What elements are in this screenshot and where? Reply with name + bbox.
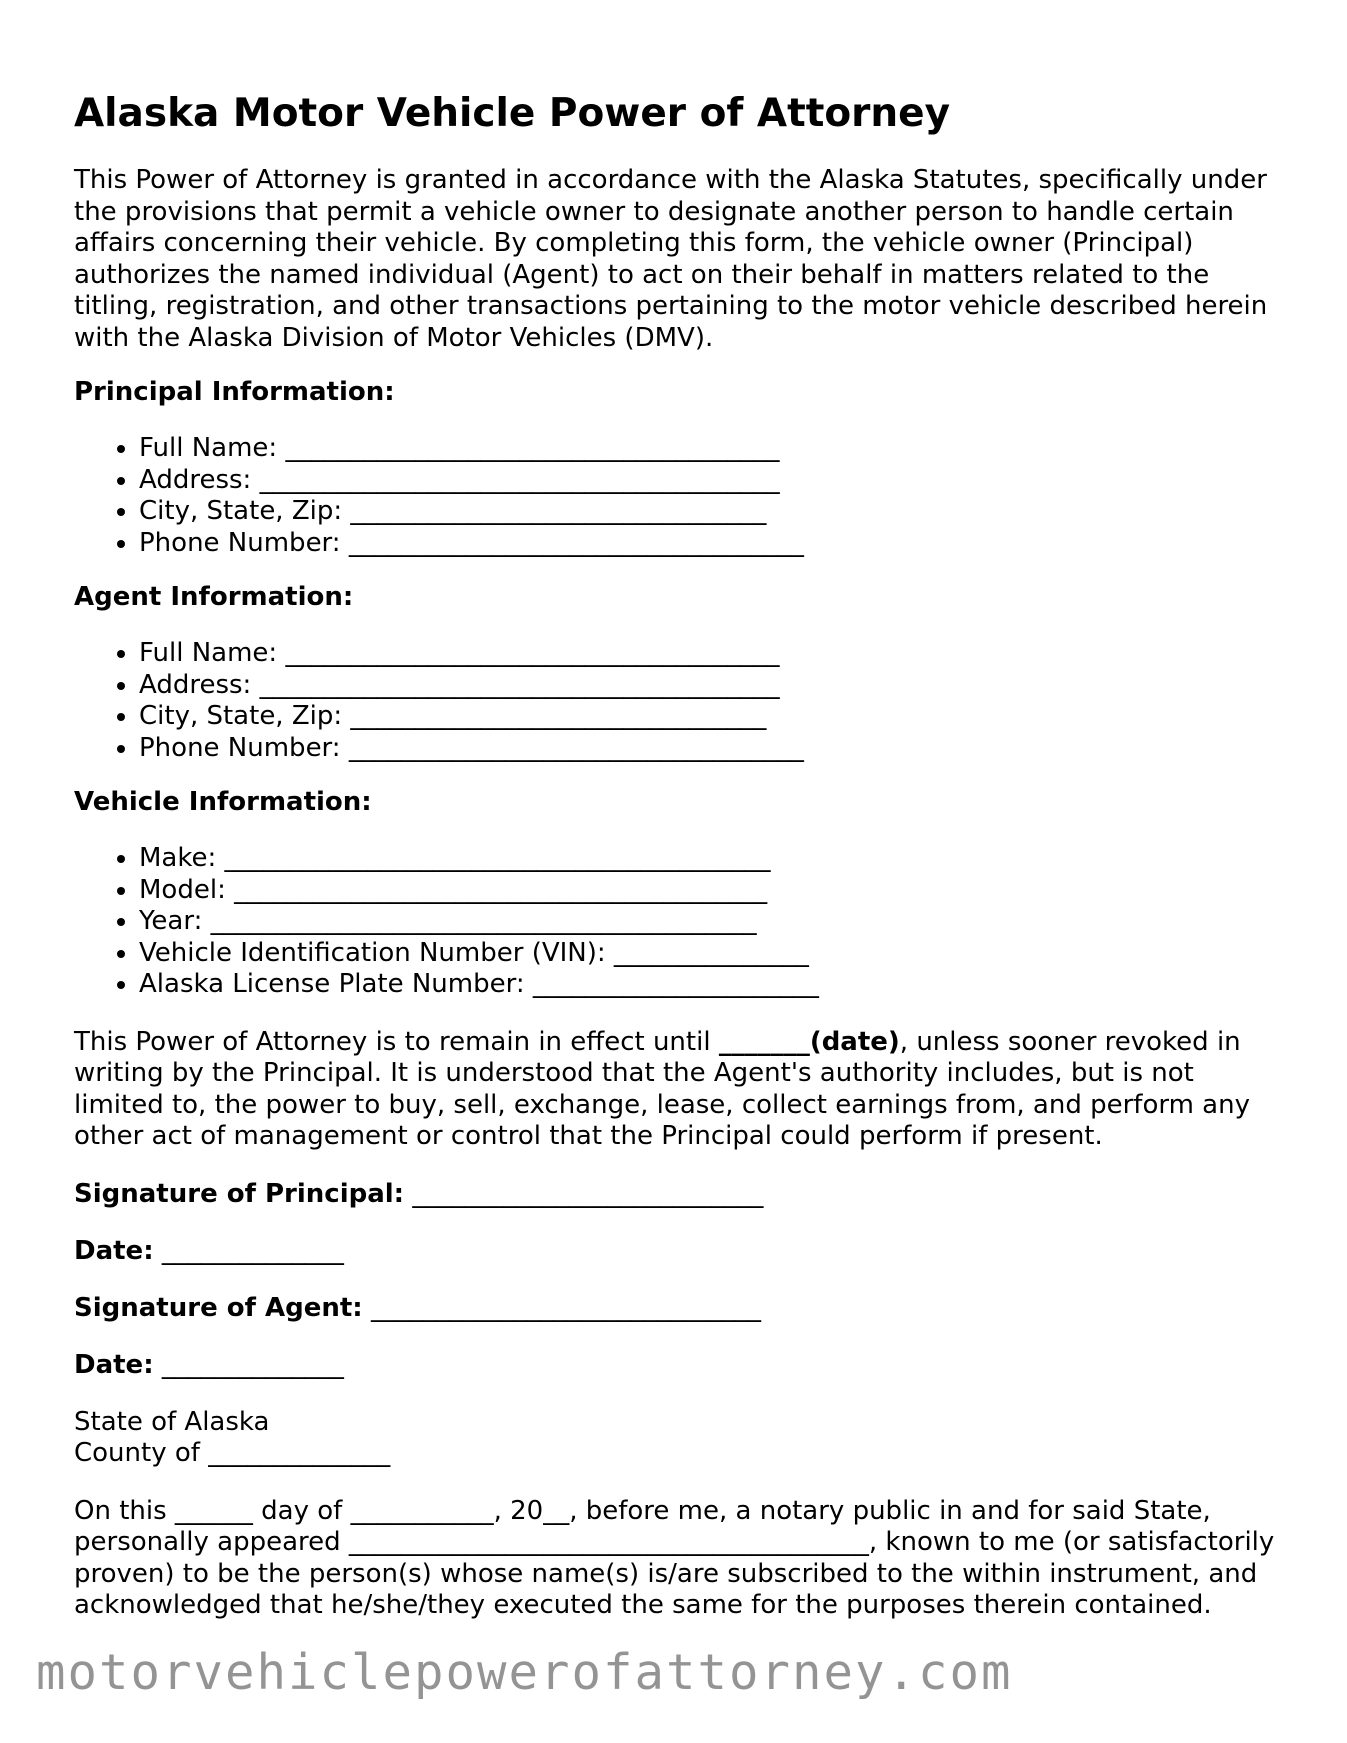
agent-full-name: • Full Name: ______________________________________ [139, 638, 1284, 670]
agent-heading: Agent Information: [74, 582, 354, 612]
vehicle-year: • Year: __________________________________________ [139, 906, 1284, 938]
principal-phone: • Phone Number: ___________________________________ [139, 528, 1284, 560]
principal-address: • Address: ________________________________________ [139, 465, 1284, 497]
intro-paragraph: This Power of Attorney is granted in accordance with the Alaska Statutes, specifically under the provisions that permit a vehicle owner to designate another person to handle certain affairs concerning their vehicle. By completing this form, the vehicle owner (Principal) authorizes the named individual (Agent) to act on their behalf in matters related to the titling, registration, and other transactions pertaining to the motor vehicle described herein with the Alaska Division of Motor Vehicles (DMV). [74, 165, 1268, 353]
principal-full-name: • Full Name: ______________________________________ [139, 433, 1284, 465]
principal-heading: Principal Information: [74, 377, 395, 407]
effect-paragraph [74, 1027, 1284, 1153]
effect-before: This Power of Attorney is to remain in effect until [74, 1026, 719, 1057]
vehicle-vin: • Vehicle Identification Number (VIN): _______________ [139, 938, 1284, 970]
state-line: State of Alaska [74, 1406, 270, 1437]
agent-phone: • Phone Number: ___________________________________ [139, 733, 1284, 765]
vehicle-make: • Make: __________________________________________ [139, 843, 1284, 875]
effect-date-blank: _______(date) [718, 1026, 900, 1057]
principal-city-state-zip: • City, State, Zip: ________________________________ [139, 496, 1284, 528]
agent-date-label: Date: [74, 1349, 154, 1380]
agent-signature-blank: ______________________________ [362, 1292, 761, 1323]
watermark: motorvehiclepowerofattorney.com [36, 1644, 1013, 1701]
principal-signature-label: Signature of Principal: [74, 1178, 405, 1209]
agent-signature-line [74, 1293, 1284, 1324]
principal-signature-line [74, 1179, 1284, 1210]
agent-date-line [74, 1350, 1284, 1381]
agent-date-blank: ______________ [153, 1349, 344, 1380]
agent-address: • Address: ________________________________________ [139, 670, 1284, 702]
state-county-block [74, 1407, 1284, 1470]
document-page [74, 88, 1284, 1622]
agent-list [74, 638, 1284, 764]
vehicle-heading: Vehicle Information: [74, 787, 372, 817]
principal-date-line [74, 1236, 1284, 1267]
agent-signature-label: Signature of Agent: [74, 1292, 363, 1323]
principal-date-label: Date: [74, 1235, 154, 1266]
document-title: Alaska Motor Vehicle Power of Attorney [74, 91, 951, 136]
agent-city-state-zip: • City, State, Zip: ________________________________ [139, 701, 1284, 733]
effect-after: , unless sooner revoked in writing by the Principal. It is understood that the Agent's authority includes, but is not limited to, the power to buy, sell, exchange, lease, collect earnings from, and perform any other act of management or control that the Principal could perform if present. [74, 1026, 1250, 1151]
vehicle-list [74, 843, 1284, 1001]
notary-paragraph: On this ______ day of ___________, 20__, before me, a notary public in and for said State, personally appeared ________________________________________, known to me (or satisfactorily proven) to be the person(s) whose name(s) is/are subscribed to the within instrument, and acknowledged that he/she/they executed the same for the purposes therein contained. [74, 1495, 1275, 1620]
vehicle-plate: • Alaska License Plate Number: ______________________ [139, 969, 1284, 1001]
principal-date-blank: ______________ [153, 1235, 344, 1266]
principal-signature-blank: ___________________________ [404, 1178, 764, 1209]
vehicle-model: • Model: _________________________________________ [139, 875, 1284, 907]
county-line: County of ______________ [74, 1438, 391, 1468]
principal-list [74, 433, 1284, 559]
